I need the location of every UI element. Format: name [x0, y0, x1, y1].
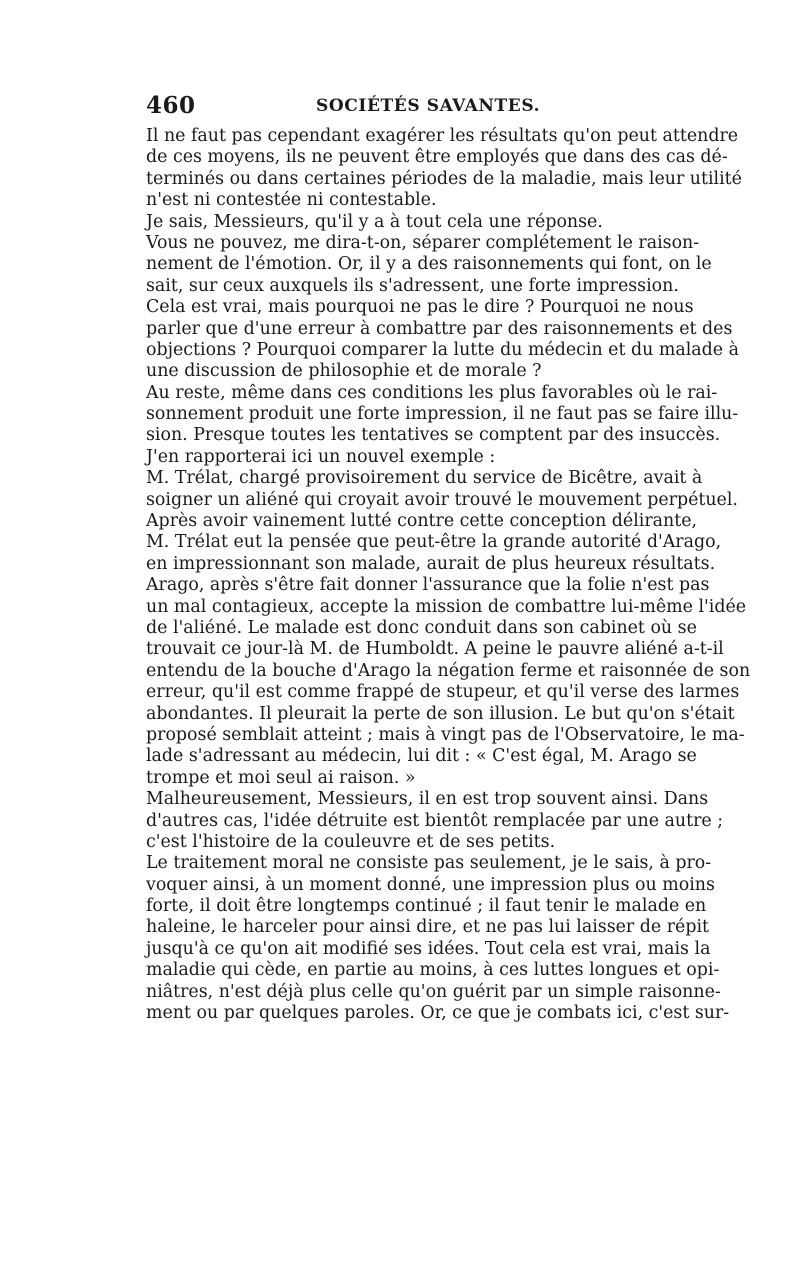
text-line: n'est ni contestée ni contestable.: [146, 190, 437, 211]
text-line: soigner un aliéné qui croyait avoir trouvé le mouvement perpétuel.: [146, 489, 738, 510]
text-line: erreur, qu'il est comme frappé de stupeur, et qu'il verse des larmes: [146, 682, 740, 703]
text-line: une discussion de philosophie et de morale ?: [146, 361, 542, 382]
text-line: sion. Presque toutes les tentatives se comptent par des insuccès.: [146, 425, 721, 446]
text-line: proposé semblait atteint ; mais à vingt pas de l'Observatoire, le ma-: [146, 724, 745, 745]
text-line: Au reste, même dans ces conditions les plus favorables où le rai-: [146, 382, 718, 403]
text-line: niâtres, n'est déjà plus celle qu'on guérit par un simple raisonne-: [146, 981, 721, 1002]
text-line: Vous ne pouvez, me dira-t-on, séparer complétement le raison-: [146, 232, 700, 253]
text-line: Il ne faut pas cependant exagérer les résultats qu'on peut attendre: [146, 126, 739, 146]
text-line: forte, il doit être longtemps continué ; il faut tenir le malade en: [146, 896, 707, 917]
running-head: [146, 92, 671, 120]
text-line: d'autres cas, l'idée détruite est bientôt remplacée par une autre ;: [146, 810, 724, 831]
text-line: trouvait ce jour-là M. de Humboldt. A peine le pauvre aliéné a-t-il: [146, 639, 724, 660]
text-line: voquer ainsi, à un moment donné, une impression plus ou moins: [146, 874, 715, 895]
text-line: de ces moyens, ils ne peuvent être employés que dans des cas dé-: [146, 147, 728, 168]
running-title: SOCIÉTÉS SAVANTES.: [316, 96, 541, 116]
body-text: [146, 126, 751, 1024]
text-line: objections ? Pourquoi comparer la lutte du médecin et du malade à: [146, 339, 739, 360]
text-line: Cela est vrai, mais pourquoi ne pas le dire ? Pourquoi ne nous: [146, 297, 694, 318]
text-line: en impressionnant son malade, aurait de plus heureux résultats.: [146, 553, 716, 574]
text-line: terminés ou dans certaines périodes de la maladie, mais leur utilité: [146, 168, 742, 189]
text-line: sonnement produit une forte impression, il ne faut pas se faire illu-: [146, 404, 739, 425]
text-line: entendu de la bouche d'Arago la négation ferme et raisonnée de son: [146, 660, 751, 681]
text-line: Après avoir vainement lutté contre cette conception délirante,: [146, 511, 698, 532]
text-line: nement de l'émotion. Or, il y a des raisonnements qui font, on le: [146, 254, 712, 275]
text-line: Malheureusement, Messieurs, il en est trop souvent ainsi. Dans: [146, 789, 709, 810]
text-line: sait, sur ceux auxquels ils s'adressent, une forte impression.: [146, 275, 679, 296]
text-line: parler que d'une erreur à combattre par des raisonnements et des: [146, 318, 733, 339]
text-line: M. Trélat eut la pensée que peut-être la grande autorité d'Arago,: [146, 532, 722, 553]
text-line: c'est l'histoire de la couleuvre et de ses petits.: [146, 831, 556, 852]
text-line: Le traitement moral ne consiste pas seulement, je le sais, à pro-: [146, 853, 712, 874]
text-line: J'en rapporterai ici un nouvel exemple :: [146, 446, 496, 467]
text-line: ment ou par quelques paroles. Or, ce que je combats ici, c'est sur-: [146, 1003, 730, 1024]
text-line: abondantes. Il pleurait la perte de son illusion. Le but qu'on s'était: [146, 703, 735, 724]
text-line: lade s'adressant au médecin, lui dit : « C'est égal, M. Arago se: [146, 746, 697, 767]
text-line: jusqu'à ce qu'on ait modifié ses idées. Tout cela est vrai, mais la: [146, 938, 711, 959]
page-number: 460: [146, 92, 196, 119]
text-line: haleine, le harceler pour ainsi dire, et ne pas lui laisser de répit: [146, 917, 710, 938]
text-line: Je sais, Messieurs, qu'il y a à tout cela une réponse.: [146, 211, 603, 232]
text-line: un mal contagieux, accepte la mission de combattre lui-même l'idée: [146, 596, 747, 617]
text-line: maladie qui cède, en partie au moins, à ces luttes longues et opi-: [146, 960, 720, 981]
text-line: de l'aliéné. Le malade est donc conduit dans son cabinet où se: [146, 617, 697, 638]
text-line: trompe et moi seul ai raison. »: [146, 767, 416, 788]
text-line: Arago, après s'être fait donner l'assurance que la folie n'est pas: [146, 575, 710, 596]
text-line: M. Trélat, chargé provisoirement du service de Bicêtre, avait à: [146, 468, 703, 489]
